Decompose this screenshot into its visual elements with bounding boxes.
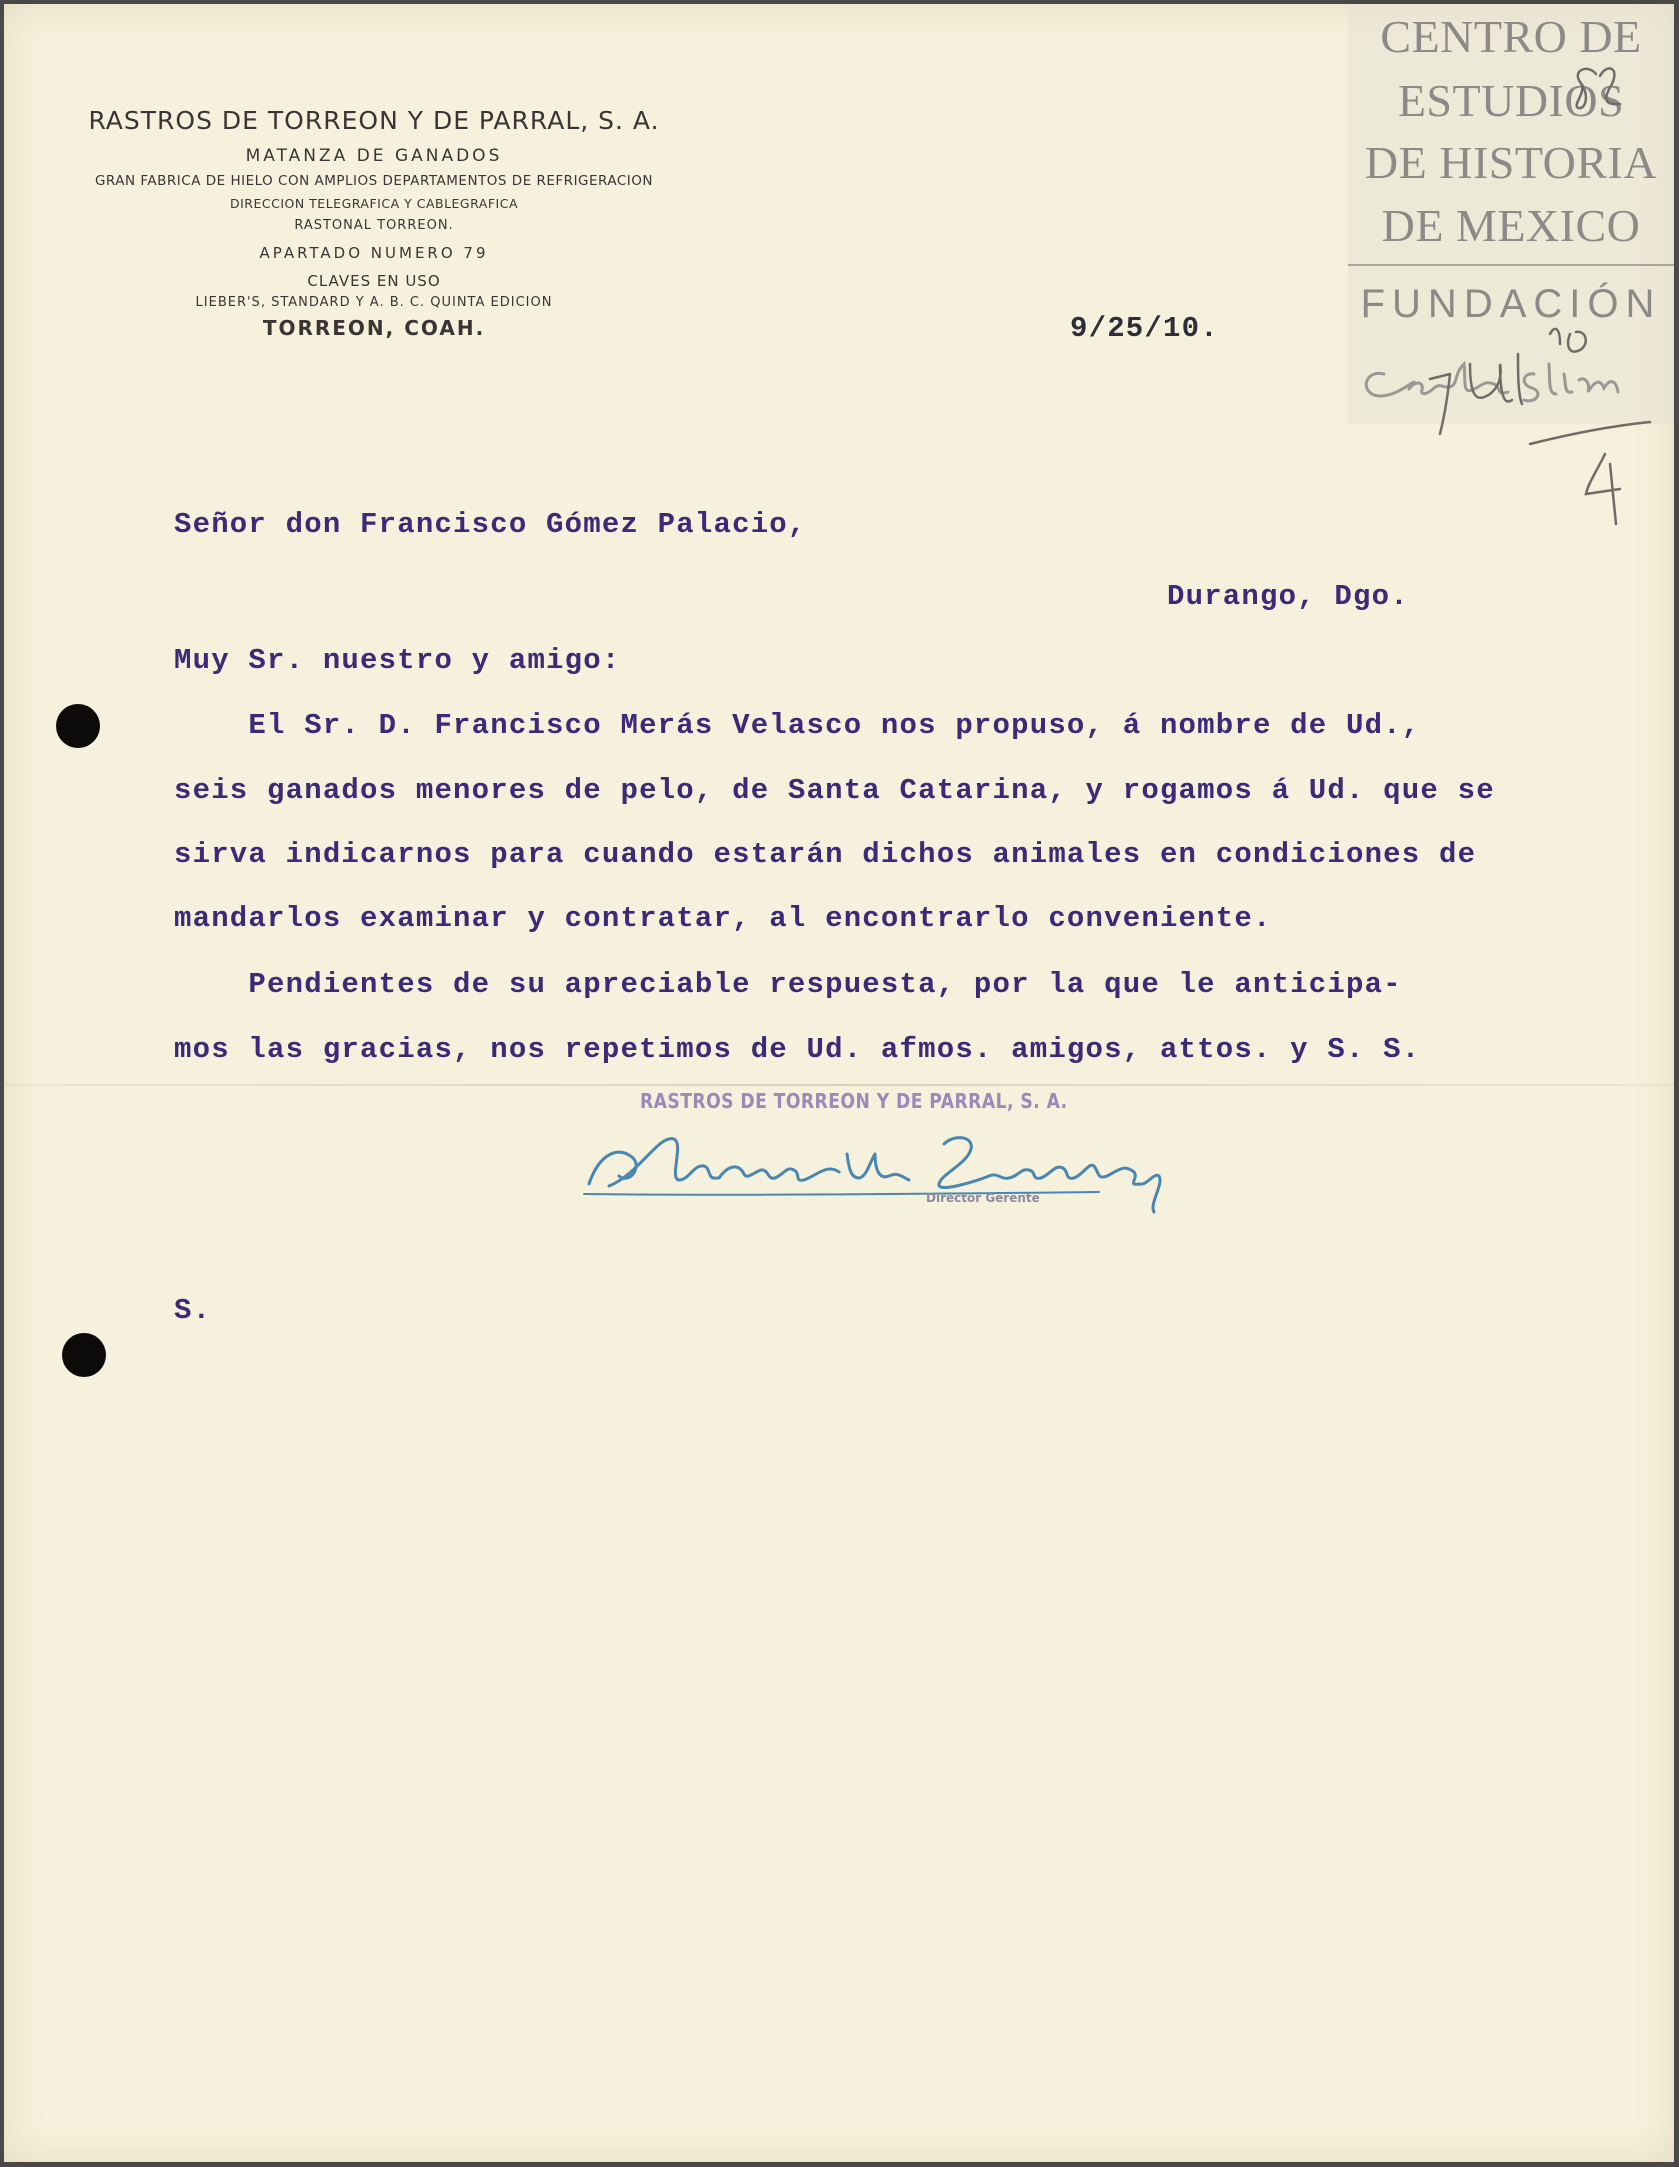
letterhead-line-1: MATANZA DE GANADOS — [245, 146, 503, 166]
body-line-3: sirva indicarnos para cuando estarán dichos animales en condiciones de — [174, 838, 1477, 871]
body-line-6: mos las gracias, nos repetimos de Ud. afmos. amigos, attos. y S. S. — [174, 1033, 1421, 1066]
paper-fold-line — [4, 1084, 1674, 1086]
punch-hole-bottom — [62, 1333, 106, 1377]
recipient-name: Señor don Francisco Gómez Palacio, — [174, 508, 807, 541]
signer-title-stamp: Director Gerente — [926, 1191, 1040, 1205]
body-line-1: El Sr. D. Francisco Merás Velasco nos propuso, á nombre de Ud., — [174, 709, 1421, 742]
letterhead-line-6: CLAVES EN USO — [307, 272, 441, 290]
letterhead-line-5: APARTADO NUMERO 79 — [259, 244, 489, 262]
letterhead-line-4: RASTONAL TORREON. — [294, 218, 454, 233]
recipient-place: Durango, Dgo. — [1167, 580, 1409, 613]
letterhead-line-3: DIRECCION TELEGRAFICA Y CABLEGRAFICA — [229, 196, 519, 211]
body-line-5: Pendientes de su apreciable respuesta, por la que le anticipa- — [174, 968, 1402, 1001]
punch-hole-top — [56, 704, 100, 748]
letterhead-company: RASTROS DE TORREON Y DE PARRAL, S. A. — [88, 106, 660, 135]
archive-stamp-line-2: ESTUDIOS — [1397, 75, 1625, 126]
letterhead-line-7: LIEBER'S, STANDARD Y A. B. C. QUINTA EDICION — [195, 295, 553, 310]
pencil-archive-notes — [1400, 34, 1674, 534]
body-line-4: mandarlos examinar y contratar, al encontrarlo conveniente. — [174, 902, 1272, 935]
archive-stamp-line-3: DE HISTORIA — [1364, 137, 1658, 188]
letter-date: 9/25/10. — [1070, 312, 1219, 345]
typist-initials: S. — [174, 1294, 212, 1327]
company-rubber-stamp: RASTROS DE TORREON Y DE PARRAL, S. A. — [640, 1089, 1068, 1113]
handwritten-signature — [579, 1114, 1199, 1224]
letterhead-line-2: GRAN FABRICA DE HIELO CON AMPLIOS DEPARTAMENTOS DE REFRIGERACION — [94, 173, 654, 189]
archive-stamp-line-1: CENTRO DE — [1380, 11, 1642, 62]
letterhead-city: TORREON, COAH. — [262, 316, 486, 340]
greeting: Muy Sr. nuestro y amigo: — [174, 644, 621, 677]
letter-page — [4, 4, 1674, 2162]
archive-stamp-line-4: DE MEXICO — [1381, 200, 1641, 251]
archive-stamp-fundacion: FUNDACIÓN — [1360, 282, 1662, 326]
body-line-2: seis ganados menores de pelo, de Santa Catarina, y rogamos á Ud. que se — [174, 774, 1495, 807]
